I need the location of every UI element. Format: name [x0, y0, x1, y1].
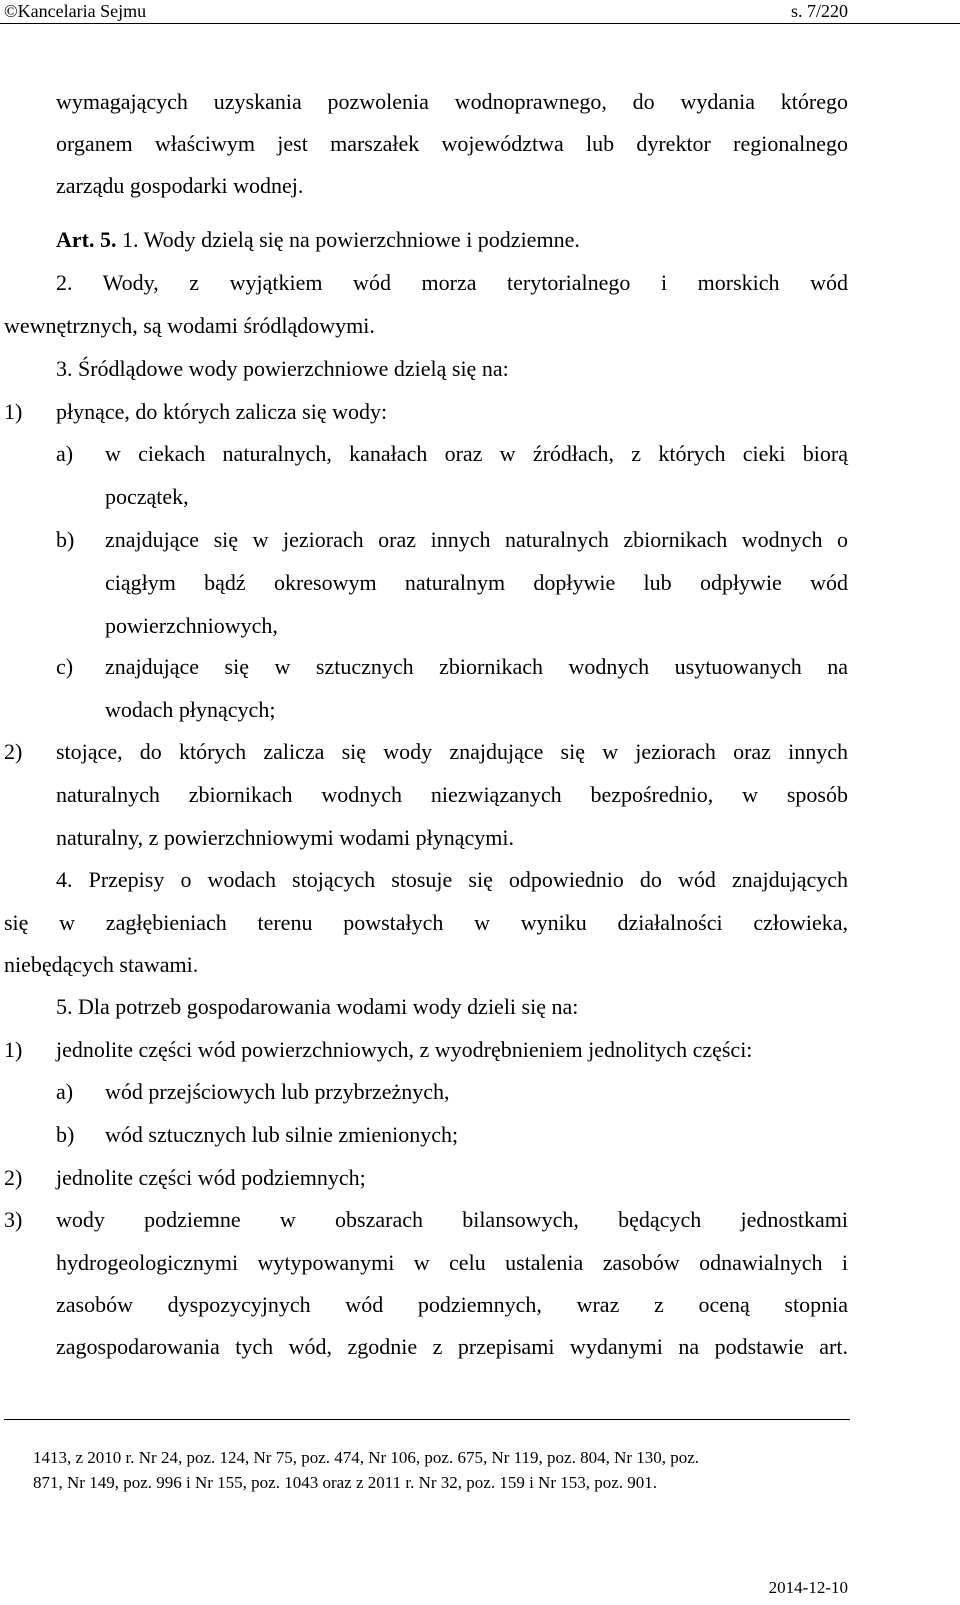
list-item-text: stojące, do których zalicza się wody znajdujące się w jeziorach oraz innych [56, 739, 848, 764]
list-item-text: hydrogeologicznymi wytypowanymi w celu ustalenia zasobów odnawialnych i [56, 1250, 848, 1275]
list-item-text: znajdujące się w sztucznych zbiornikach wodnych usytuowanych na [105, 654, 848, 679]
list-item-text: w ciekach naturalnych, kanałach oraz w źródłach, z których cieki biorą [105, 441, 848, 466]
list-item-number: 2) [4, 739, 23, 764]
list-item-letter: c) [56, 654, 74, 679]
list-item-number: 3) [4, 1207, 23, 1232]
footnote-divider [4, 1419, 850, 1420]
list-item-text: naturalnych zbiornikach wodnych niezwiązanych bezpośrednio, w sposób [56, 782, 848, 807]
article-heading [56, 218, 848, 261]
paragraph-line: wymagających uzyskania pozwolenia wodnoprawnego, do wydania którego [56, 89, 848, 114]
footnote-line: 871, Nr 149, poz. 996 i Nr 155, poz. 1043 oraz z 2011 r. Nr 32, poz. 159 i Nr 153, poz. 901. [33, 1473, 658, 1492]
list-item-text: zagospodarowania tych wód, zgodnie z przepisami wydanymi na podstawie art. [56, 1334, 848, 1359]
paragraph-line: organem właściwym jest marszałek województwa lub dyrektor regionalnego [56, 131, 848, 156]
list-item-text: wód sztucznych lub silnie zmienionych; [105, 1122, 459, 1147]
paragraph-line: wewnętrznych, są wodami śródlądowymi. [4, 313, 375, 338]
list-item-letter: b) [56, 527, 75, 552]
footnote-line: 1413, z 2010 r. Nr 24, poz. 124, Nr 75, poz. 474, Nr 106, poz. 675, Nr 119, poz. 804, Nr 130, poz. [33, 1448, 700, 1467]
list-item-number: 2) [4, 1165, 23, 1190]
footer-date: 2014-12-10 [768, 1578, 848, 1597]
paragraph-line: 4. Przepisy o wodach stojących stosuje się odpowiednio do wód znajdujących [56, 867, 848, 892]
paragraph-line: 3. Śródlądowe wody powierzchniowe dzielą się na: [56, 356, 509, 381]
list-item-text: wody podziemne w obszarach bilansowych, będących jednostkami [56, 1207, 848, 1232]
list-item-letter: b) [56, 1122, 75, 1147]
paragraph-line: 5. Dla potrzeb gospodarowania wodami wody dzieli się na: [56, 994, 579, 1019]
list-item-text: płynące, do których zalicza się wody: [56, 399, 388, 424]
header-publisher: ©Kancelaria Sejmu [4, 1, 147, 21]
paragraph-line: niebędących stawami. [4, 952, 199, 977]
list-item-text: ciągłym bądź okresowym naturalnym dopływie lub odpływie wód [105, 570, 848, 595]
list-item-text: powierzchniowych, [105, 613, 278, 638]
paragraph-line: 2. Wody, z wyjątkiem wód morza terytorialnego i morskich wód [56, 270, 848, 295]
list-item-number: 1) [4, 1037, 23, 1062]
list-item-text: wodach płynących; [105, 697, 276, 722]
list-item-number: 1) [4, 399, 23, 424]
list-item-text: jednolite części wód powierzchniowych, z wyodrębnieniem jednolitych części: [56, 1037, 753, 1062]
article-first-paragraph: 1. Wody dzielą się na powierzchniowe i podziemne. [121, 227, 580, 252]
list-item-text: jednolite części wód podziemnych; [56, 1165, 366, 1190]
list-item-letter: a) [56, 1079, 74, 1104]
list-item-text: wód przejściowych lub przybrzeżnych, [105, 1079, 450, 1104]
list-item-letter: a) [56, 441, 74, 466]
article-label: Art. 5. [56, 227, 117, 252]
list-item-text: znajdujące się w jeziorach oraz innych naturalnych zbiornikach wodnych o [105, 527, 848, 552]
paragraph-line: się w zagłębieniach terenu powstałych w wyniku działalności człowieka, [4, 910, 848, 935]
list-item-text: początek, [105, 484, 189, 509]
paragraph-line: zarządu gospodarki wodnej. [56, 173, 304, 198]
list-item-text: naturalny, z powierzchniowymi wodami płynącymi. [56, 825, 515, 850]
header-divider [0, 23, 960, 24]
header-page-number: s. 7/220 [790, 1, 848, 21]
list-item-text: zasobów dyspozycyjnych wód podziemnych, wraz z oceną stopnia [56, 1292, 848, 1317]
